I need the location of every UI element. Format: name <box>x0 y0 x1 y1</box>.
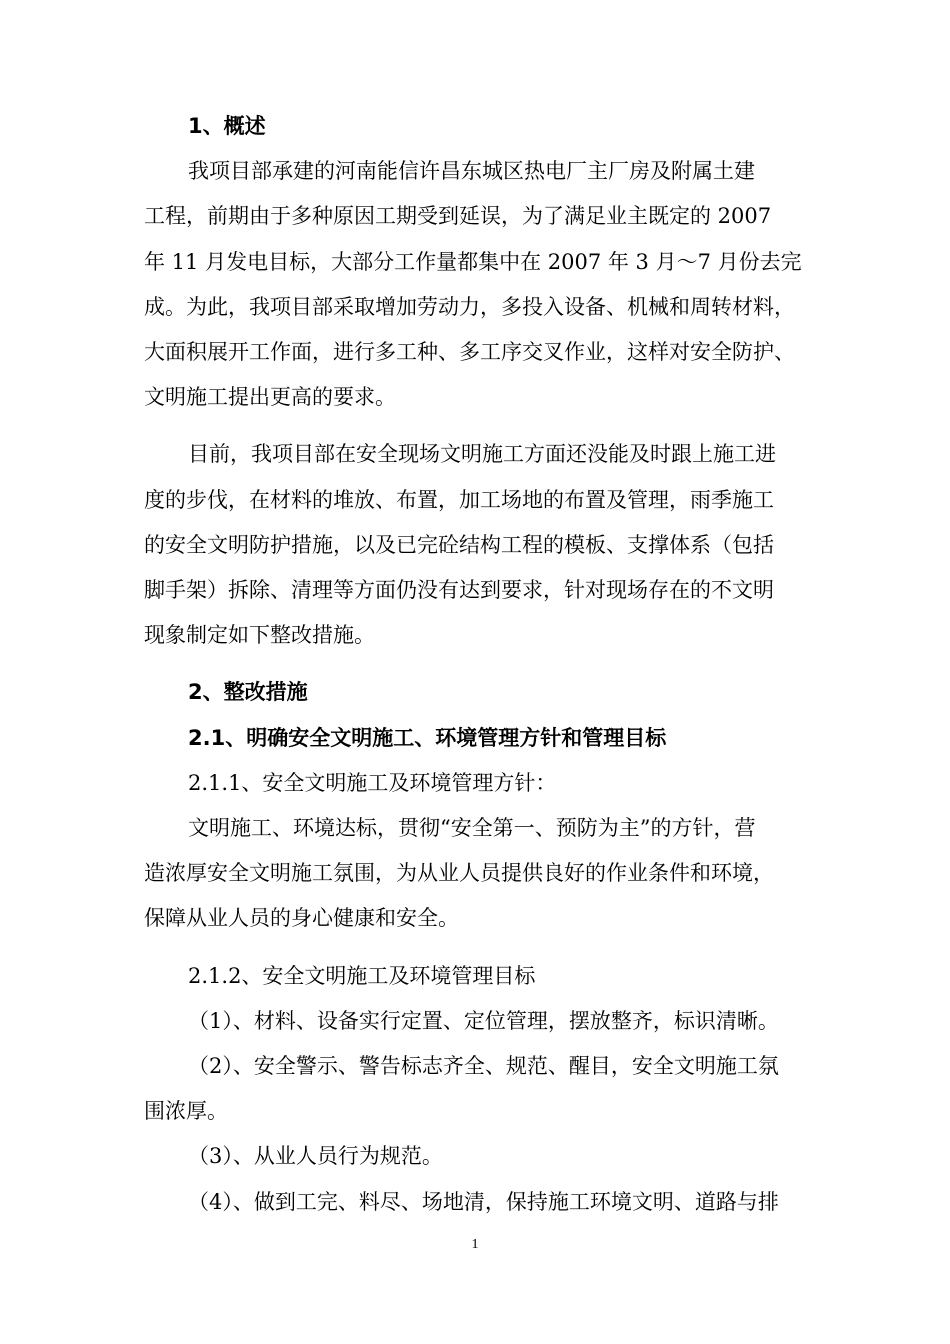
paragraph-line: 2.1.2、安全文明施工及环境管理目标 <box>188 963 536 988</box>
paragraph-line: 文明施工、环境达标，贯彻“安全第一、预防为主”的方针，营 <box>188 816 756 841</box>
list-item: （4）、做到工完、料尽、场地清，保持施工环境文明、道路与排 <box>188 1189 779 1214</box>
paragraph-line: 工程，前期由于多种原因工期受到延误，为了满足业主既定的 2007 <box>144 204 772 229</box>
page-number: 1 <box>471 1237 479 1252</box>
paragraph-line: 目前，我项目部在安全现场文明施工方面还没能及时跟上施工进 <box>188 442 776 467</box>
list-item: （3）、从业人员行为规范。 <box>188 1144 443 1169</box>
paragraph-line: 我项目部承建的河南能信许昌东城区热电厂主厂房及附属土建 <box>188 159 755 184</box>
paragraph-line: 成。为此，我项目部采取增加劳动力，多投入设备、机械和周转材料， <box>144 294 795 319</box>
paragraph-line: 的安全文明防护措施，以及已完砼结构工程的模板、支撑体系（包括 <box>144 532 774 557</box>
document-body <box>144 104 810 1225</box>
paragraph-line: 2.1.1、安全文明施工及环境管理方针： <box>188 770 557 795</box>
list-item: （1）、材料、设备实行定置、定位管理，摆放整齐，标识清晰。 <box>188 1008 779 1033</box>
paragraph-line: 造浓厚安全文明施工氛围，为从业人员提供良好的作业条件和环境， <box>144 861 774 886</box>
paragraph-line: 大面积展开工作面，进行多工种、多工序交叉作业，这样对安全防护、 <box>144 340 795 365</box>
list-item: （2）、安全警示、警告标志齐全、规范、醒目，安全文明施工氛 <box>188 1054 779 1079</box>
paragraph-line: 年 11 月发电目标，大部分工作量都集中在 2007 年 3 月～7 月份去完 <box>144 249 802 274</box>
list-item-continuation: 围浓厚。 <box>144 1099 228 1124</box>
paragraph-line: 现象制定如下整改措施。 <box>144 623 375 648</box>
paragraph-line: 保障从业人员的身心健康和安全。 <box>144 906 459 931</box>
paragraph-line: 脚手架）拆除、清理等方面仍没有达到要求，针对现场存在的不文明 <box>144 578 774 603</box>
paragraph-line: 度的步伐，在材料的堆放、布置，加工场地的布置及管理，雨季施工 <box>144 487 774 512</box>
section-heading-overview: 1、概述 <box>188 114 266 138</box>
paragraph-line: 文明施工提出更高的要求。 <box>144 385 396 410</box>
subsection-heading: 2.1、明确安全文明施工、环境管理方针和管理目标 <box>188 725 667 750</box>
section-heading-rectification: 2、整改措施 <box>188 680 308 705</box>
